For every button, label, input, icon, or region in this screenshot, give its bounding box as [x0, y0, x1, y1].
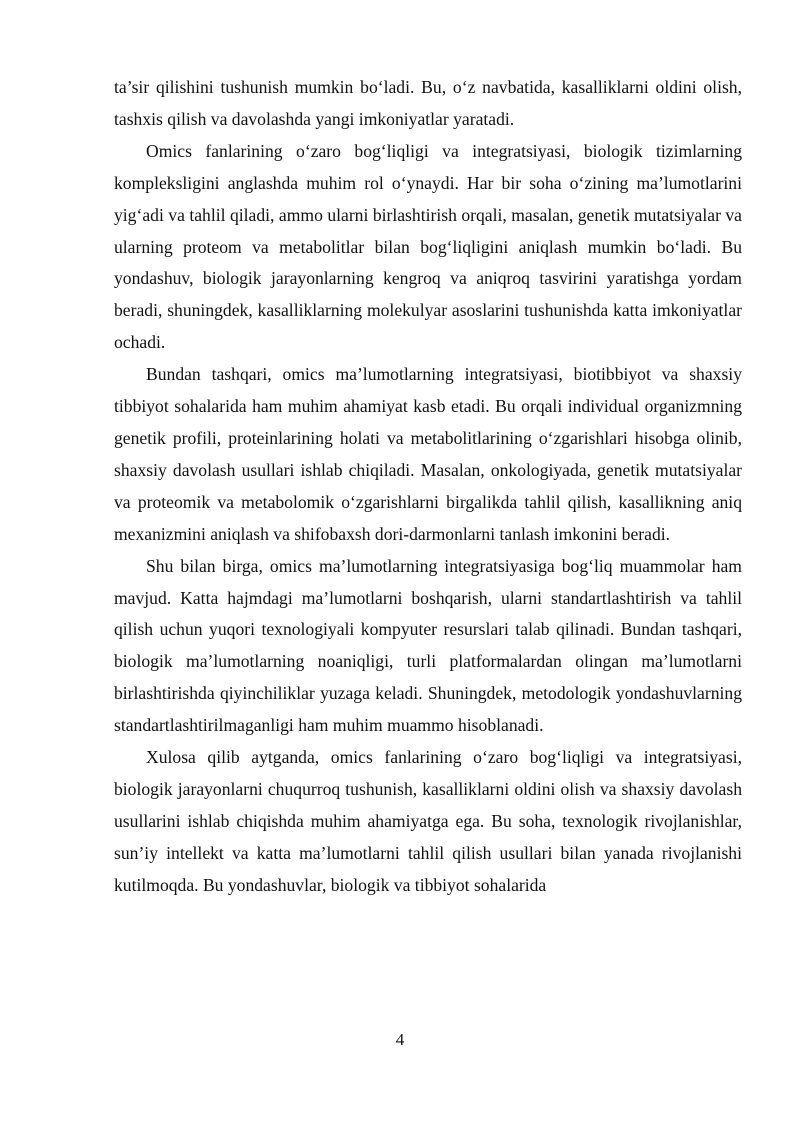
paragraph-challenges: Shu bilan birga, omics ma’lumotlarning integratsiyasiga bog‘liq muammolar ham mavjud. Katta hajmdagi ma’lumotlarni boshqarish, ularni standartlashtirish va tahlil qilish uchun yuqori texnologiyali kompyuter resurslari talab qilinadi. Bundan tashqari, biologik ma’lumotlarning noaniqligi, turli platformalardan olingan ma’lumotlarni birlashtirishda qiyinchiliklar yuzaga keladi. Shuningdek, metodologik yondashuvlarning standartlashtirilmaganligi ham muhim muammo hisoblanadi. [114, 555, 742, 736]
paragraph-conclusion: Xulosa qilib aytganda, omics fanlarining o‘zaro bog‘liqligi va integratsiyasi, biologik jarayonlarni chuqurroq tushunish, kasalliklarni oldini olish va shaxsiy davolash usullarini ishlab chiqishda muhim ahamiyatga ega. Bu soha, texnologik rivojlanishlar, sun’iy intellekt va katta ma’lumotlarni tahlil qilish usullari bilan yanada rivojlanishi kutilmoqda. Bu yondashuvlar, biologik va tibbiyot sohalarida [114, 747, 742, 895]
paragraph-personalized-medicine: Bundan tashqari, omics ma’lumotlarning integratsiyasi, biotibbiyot va shaxsiy tibbiyot sohalarida ham muhim ahamiyat kasb etadi. Bu orqali individual organizmning genetik profili, proteinlarining holati va metabolitlarining o‘zgarishlari hisobga olinib, shaxsiy davolash usullari ishlab chiqiladi. Masalan, onkologiyada, genetik mutatsiyalar va proteomik va metabolomik o‘zgarishlarni birgalikda tahlil qilish, kasallikning aniq mexanizmini aniqlash va shifobaxsh dori-darmonlarni tanlash imkonini beradi. [114, 364, 742, 544]
page-number: 4 [395, 1030, 405, 1049]
paragraph-omics-integration: Omics fanlarining o‘zaro bog‘liqligi va integratsiyasi, biologik tizimlarning kompleksligini anglashda muhim rol o‘ynaydi. Har bir soha o‘zining ma’lumotlarini yig‘adi va tahlil qiladi, ammo ularni birlashtirish orqali, masalan, genetik mutatsiyalar va ularning proteom va metabolitlar bilan bog‘liqligini aniqlash mumkin bo‘ladi. Bu yondashuv, biologik jarayonlarning kengroq va aniqroq tasvirini yaratishga yordam beradi, shuningdek, kasalliklarning molekulyar asoslarini tushunishda katta imkoniyatlar ochadi. [114, 140, 742, 353]
body-text [114, 72, 742, 902]
paragraph-continued: ta’sir qilishini tushunish mumkin bo‘ladi. Bu, o‘z navbatida, kasalliklarni oldini olish, tashxis qilish va davolashda yangi imkoniyatlar yaratadi. [114, 77, 742, 129]
